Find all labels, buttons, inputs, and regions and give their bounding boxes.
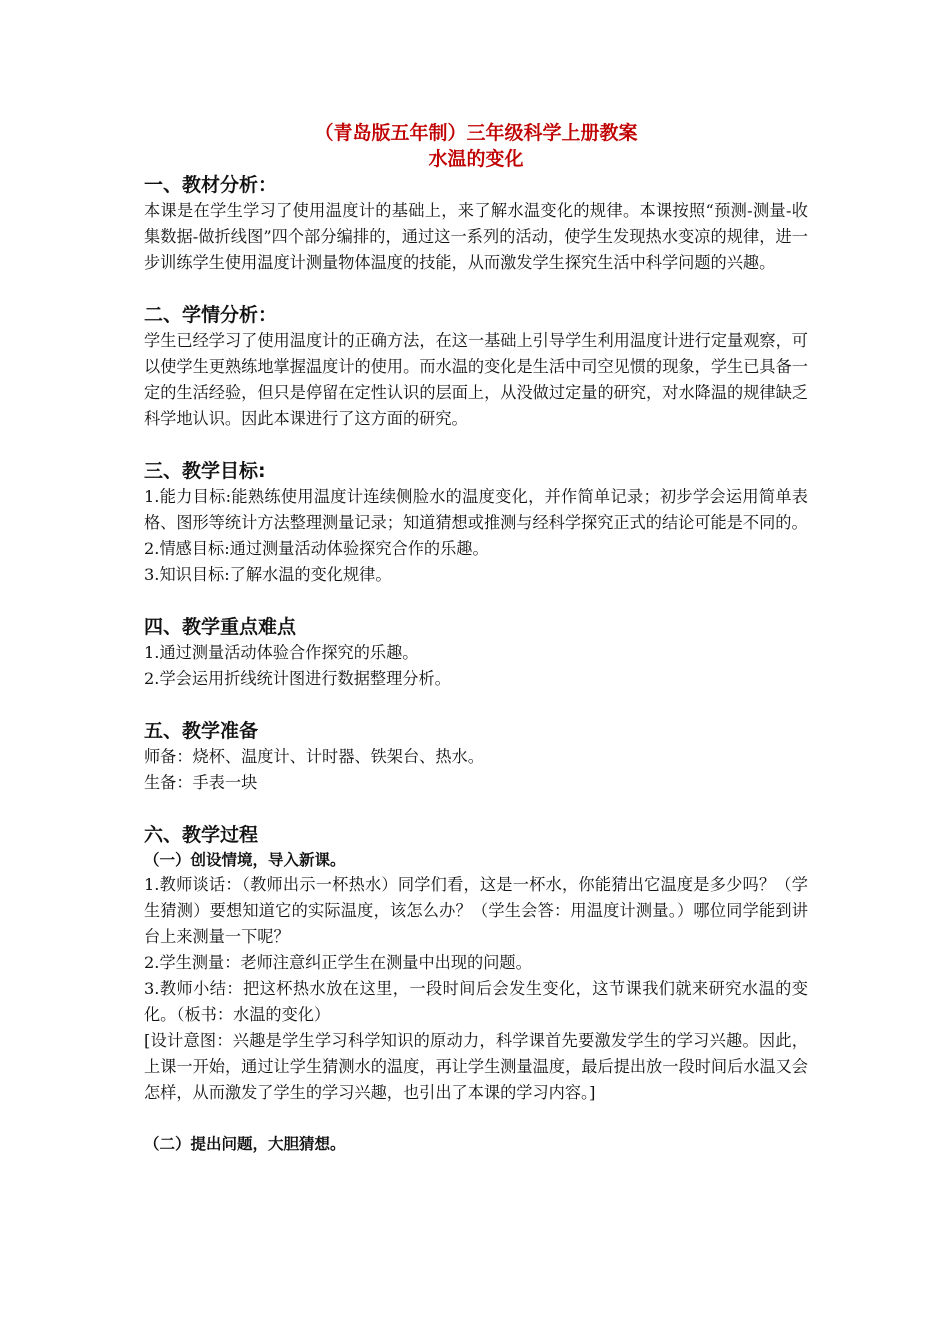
process-item: 3.教师小结：把这杯热水放在这里，一段时间后会发生变化，这节课我们就来研究水温的变化。（板书：水温的变化） <box>144 979 808 1024</box>
process-item: 2.学生测量：老师注意纠正学生在测量中出现的问题。 <box>144 953 532 972</box>
process-item: 1.教师谈话：（教师出示一杯热水）同学们看，这是一杯水，你能猜出它温度是多少吗？（学生猜测）要想知道它的实际温度，该怎么办？（学生会答：用温度计测量。）哪位同学能到讲台上来测量一下呢？ <box>144 875 808 946</box>
key-point-item: 2.学会运用折线统计图进行数据整理分析。 <box>144 669 451 688</box>
design-intent-note: [设计意图：兴趣是学生学习科学知识的原动力，科学课首先要激发学生的学习兴趣。因此，上课一开始，通过让学生猜测水的温度，再让学生测量温度，最后提出放一段时间后水温又会怎样，从而激发了学生的学习兴趣，也引出了本课的学习内容。] <box>144 1031 808 1102</box>
section-body-material-analysis: 本课是在学生学习了使用温度计的基础上，来了解水温变化的规律。本课按照“预测-测量-收集数据-做折线图”四个部分编排的，通过这一系列的活动，使学生发现热水变凉的规律，进一步训练学生使用温度计测量物体温度的技能，从而激发学生探究生活中科学问题的兴趣。 <box>144 201 808 272</box>
subsection-heading-question-guess: （二）提出问题，大胆猜想。 <box>144 1135 346 1153</box>
preparation-teacher: 师备：烧杯、温度计、计时器、铁架台、热水。 <box>144 747 484 766</box>
section-heading-teaching-goals: 三、教学目标: <box>144 460 266 482</box>
document-title-series: （青岛版五年制）三年级科学上册教案 <box>314 122 638 144</box>
document-page <box>144 120 808 1156</box>
section-body-student-analysis: 学生已经学习了使用温度计的正确方法，在这一基础上引导学生利用温度计进行定量观察，可以使学生更熟练地掌握温度计的使用。而水温的变化是生活中司空见惯的现象，学生已具备一定的生活经验，但只是停留在定性认识的层面上，从没做过定量的研究，对水降温的规律缺乏科学地认识。因此本课进行了这方面的研究。 <box>144 331 808 428</box>
goal-item-ability: 1.能力目标:能熟练使用温度计连续侧脸水的温度变化，并作简单记录；初步学会运用简单表格、图形等统计方法整理测量记录；知道猜想或推测与经科学探究正式的结论可能是不同的。 <box>144 487 808 532</box>
section-heading-student-analysis: 二、学情分析： <box>144 304 278 326</box>
section-heading-key-points: 四、教学重点难点 <box>144 616 297 638</box>
goal-item-knowledge: 3.知识目标:了解水温的变化规律。 <box>144 565 392 584</box>
subsection-heading-introduction: （一）创设情境，导入新课。 <box>144 851 346 869</box>
section-heading-preparation: 五、教学准备 <box>144 720 259 742</box>
preparation-student: 生备：手表一块 <box>144 773 258 792</box>
section-heading-teaching-process: 六、教学过程 <box>144 824 259 846</box>
key-point-item: 1.通过测量活动体验合作探究的乐趣。 <box>144 643 419 662</box>
document-title-lesson: 水温的变化 <box>428 148 524 170</box>
goal-item-emotion: 2.情感目标:通过测量活动体验探究合作的乐趣。 <box>144 539 489 558</box>
section-heading-material-analysis: 一、教材分析： <box>144 174 278 196</box>
